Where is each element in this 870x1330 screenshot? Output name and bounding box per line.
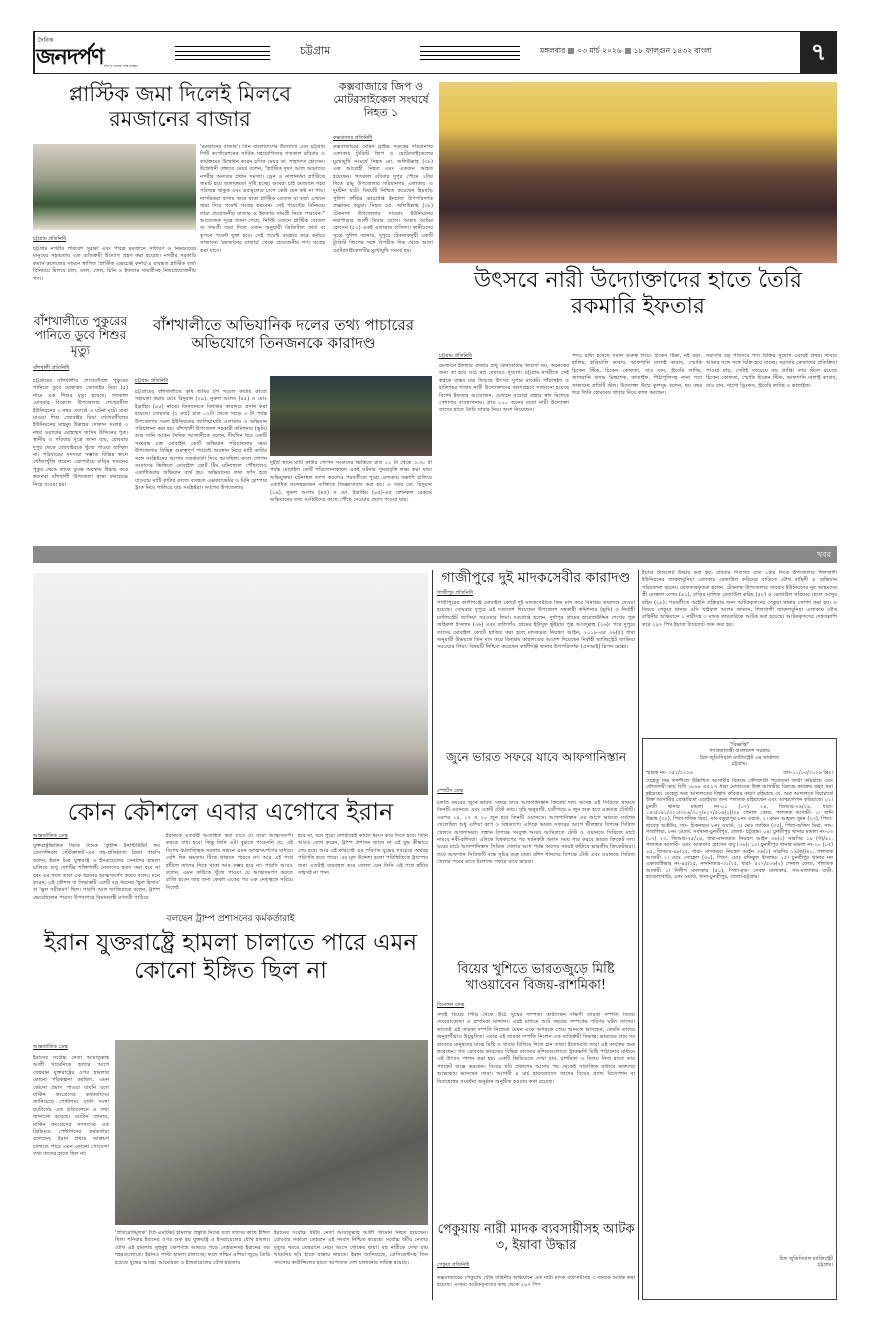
headline-wedding[interactable]: বিয়ের খুশিতে ভারতজুড়ে মিষ্টি খাওয়াবেন বিজয়-রাশমিকা! [457, 962, 615, 993]
section-name: চট্টগ্রাম [300, 44, 331, 57]
headline-coxsbazar[interactable]: কক্সবাজারে জিপ ও মোটরসাইকেল সংঘর্ষে নিহত ১ [333, 80, 429, 120]
article-body: চট্টগ্রামের বাঁশখালীর শেখেরখীলে পুকুরের পানিতে ডুবে মোহাম্মদ জোবাইর মিয়া (৫) নামে এক শিশুর মৃত্যু হয়েছে। গতকাল রোববার বিকেলে উপজেলার শেখেরখীল ইউনিয়নের ৩ নম্বর ওয়ার্ডে এ ঘটনা ঘটে। মারা যাওয়া শিশু জোবাইর মিয়া শেখেরখীলের ইউনিয়নের মাহমুদ উল্লাহর দোকান সংলগ্ন ৩ নম্বর ওয়ার্ডের মোহাম্মদ জসিম উদ্দিনের পুত্র। স্থানীয় ও পরিবার সূত্রে জানা যায়, রোববার দুপুর থেকে জোবাইরকে খুঁজে পাওয়া যাচ্ছিল না। পরিবারের সদস্যরা সম্ভাব্য বিভিন্ন স্থানে খোঁজাখুঁজি করেন। একপর্যায়ে বাড়ির সামনের পুকুর থেকে তাকে ডুবন্ত অবস্থায় উদ্ধার করে স্বজনরা বাঁশখালী উপজেলা স্বাস্থ্য কমপ্লেক্সে নিয়ে যাওয়া হয়। [33, 378, 128, 488]
byline: কক্সবাজার প্রতিনিধি [333, 135, 373, 141]
headline-gazipur[interactable]: গাজীপুরে দুই মাদকসেবীর কারাদণ্ড [441, 570, 631, 586]
notice-line: চট্টগ্রাম। [731, 761, 748, 768]
article-body: গাজীপুরের কালীগঞ্জে মোবাইল কোর্টে দুই মাদকসেবীকে তিন মাস করে বিনাশ্রম কারাদণ্ড দেওয়া হয়েছে। সোমবার দুপুরে এই দণ্ডাদেশ দিয়েছেন উপজেলা সহকারী কমিশনার (ভূমি) ও নির্বাহী ম্যাজিস্ট্রেট জাকিয়া সরওয়ার লিমা। দণ্ডপ্রাপ্ত হলেন, দুর্গাপুর গ্রামের হারেজউদ্দিন শেখের পুত্র জহিরুল ইসলাম (৩৬) এবং বালিগাঁও গ্রামের ইউসুফ ভূঁইয়ার পুত্র আবদুল্লাহ (২৬)। পরে দুপুরে তাদের মোবাইল কোর্টে হাজির করা হলে মাদকদ্রব্য নিয়ন্ত্রণ আইন, ২০১৮-এর ৩৬(৫) ধারা অনুযায়ী উভয়কে তিন মাস করে বিনাশ্রম কারাদণ্ডের আদেশ দিয়েছেন নির্বাহী ম্যাজিস্ট্রেট জাকিয়া সরওয়ার লিমা। বিষয়টি নিশ্চিত করেছেন কালীগঞ্জ থানার উপপরিদর্শক (এসআই) রিপন মোল্লা। [437, 600, 635, 651]
photo-tehran-smoke [33, 573, 428, 795]
article-body: চলতি বছরের জুনে ভারত সফরে যাবে আফগানিস্তান ক্রিকেট দল। আসন্ন এই সিরিজে থাকছে তিনটি ওয়ানডে এবং একটি টেস্ট ম্যাচ। সূচি অনুযায়ী, চণ্ডীগড়ে ৬ জুন শুরু হবে একমাত্র টেস্টটি। এরপর ১৪, ১৭ ও ২০ জুন হবে তিনটি ওয়ানডে। আফগানিস্তান এর আগে ভারতে সর্বশেষ খেলেছিল শুধু এশিয়া কাপ ও বিশ্বকাপে। এদিকে ভারত সফরের আগে শ্রীলঙ্কার বিপক্ষে সিরিজ খেলবে আফগানরা। লঙ্কান বিপক্ষে সংযুক্ত আরব আমিরাতে টেস্ট ও ওয়ানডে সিরিজে মাঠে নামবে নবী-রশিদরা। এদিকে বিশ্বকাপের পর খানিকটা অলস সময় পার করবে ভারত ক্রিকেট দল। ঘরের মাঠে আফগানিস্তান সিরিজ খেলার আগ পর্যন্ত অবসর সময়ই কাটাবে ভারতীয় ক্রিকেটাররা। তবে আফগান সিরিজটি ব্যস্ত সূচির শুরু মাত্র। রশিদ খানদের বিপক্ষে টেস্ট এবং ওয়ানডে সিরিজ খেলার পরের মাসে ইংল্যান্ড সফরে যাবে ভারত। [437, 800, 635, 866]
byline: স্পোর্টস ডেস্ক [437, 788, 464, 794]
article-body-continued: ইয়াবা ট্যাবলেট উদ্ধার করা হয়। রবিবার দিবাগত রাত ১টার দিকে উপজেলার শিলখালী ইউনিয়নের জারুলবুনিয়া এলাকার রেজাউল করিমের বাড়িতে যৌথ বাহিনী এ অভিযান পরিচালনা করেন। গ্রেফতারকৃতরা হলেন, টেকনাফ উপজেলার সাবরাং ইউনিয়নের নুর আহমদের স্ত্রী মোস্তফা বেগম (৪১), বাড়ির মালিক রেজাউল করিম (৫৮) ও রেজাউল করিমের ছেলে আব্দুর রহিম (২৮)। পরবর্তীতে আইনি প্রক্রিয়ার জন্য আটককৃতদের পেকুয়া থানায় সোপর্দ করা হয়। এ বিষয়ে পেকুয়া থানার ওসি খাইরুল আলম জানান, শিলখালী জারুলবুনিয়া এলাকায় যৌথ বাহিনীর অভিযানে ১ নারীসহ ৩ মাদক কারবারিকে আটক করা হয়েছে। আটককৃতদের দেহতল্লাশি করে ২৯৭ পিস ইয়াবা ট্যাবলেট জব্দ করা হয়। [642, 570, 837, 628]
logo-small-text: দৈনিক [38, 37, 54, 44]
headline-iran-us[interactable]: ইরান যুক্তরাষ্ট্রে হামলা চালাতে পারে এমন কোনো ইঙ্গিত ছিল না [43, 930, 418, 984]
headline-plastic[interactable]: প্লাস্টিক জমা দিলেই মিলবে রমজানের বাজার [68, 82, 292, 132]
decorative-rules-left [175, 46, 270, 60]
headline-drowning[interactable]: বাঁশখালীতে পুকুরের পানিতে ডুবে শিশুর মৃত্যু [33, 314, 128, 357]
article-body: 'রমজানের বাজার'। গ্রিন বাংলাদেশের উদ্যোগে এবং চট্টগ্রাম সিটি কর্পোরেশনের সার্বিক সহযোগিতায় গতকাল রবিবার এ কার্যক্রমের উদ্বোধন করেন চসিক মেয়র ডা. শাহাদাত হোসেন। উদ্বোধনী বক্তব্যে মেয়র বলেন, "প্লাস্টিক দূষণ আজ আমাদের নগরীর অন্যতম প্রধান সমস্যা। ড্রেন ও নালানর্দমা প্লাস্টিকে জমাট হয়ে জলাবদ্ধতা সৃষ্টি হচ্ছে। আমরা চাই রমজানে শহর পরিচ্ছন্ন থাকুক এবং দ্রব্যমূল্যের চাপে কেউ যেন কষ্ট না পায়। নাগরিকরা বাসায় জমে থাকা প্লাস্টিক বোতল বা বর্জ্য এখানে জমা দিয়ে পয়েন্ট সংগ্রহ করবেন। সেই পয়েন্টের বিনিময়ে তারা প্রয়োজনীয় বাজার ও ইফতার সামগ্রী নিতে পারবেন।" আয়োজক সূত্রে জানা গেছে, নির্দিষ্ট ওজনে প্লাস্টিক বোতল বা সামগ্রী জমা দিলে ওজন অনুযায়ী ডিজিটাল কার্ড বা কুপনে পয়েন্ট যুক্ত হবে। সেই পয়েন্ট ব্যবহার করে কর্নারে সাজানো 'রমজানের বাজার' থেকে প্রয়োজনীয় পণ্য সংগ্রহ করা যাবে। [200, 144, 325, 254]
court-notice [642, 738, 837, 1300]
article-body: চট্টগ্রামের বাঁশখালীতে কৃষি জমির টপ সয়েল কাটার কাজে সহায়তা করায় মোঃ রিদুয়ান (২৯), নুরুল আলম (৪৫) ও মোঃ ইব্রাহিম (৪৫) নামের তিনজনকে বিনাশ্রম কারাদণ্ড প্রদান করা হয়েছে। সোমবার (২ মার্চ) রাত ১২টা থেকে সাড়ে ৩ টা পর্যন্ত উপজেলার সরল ইউনিয়নের জালিয়াঘাটা এলাকায় এ অভিযান পরিচালনা করা হয়। বাঁশখালী উপজেলা সহকারী কমিশনার (ভূমি) শুভ্র সানি আকন দৈনিক আজাদীকে বলেন, দীর্ঘদিন ধরে একটি সংঘবদ্ধ চক্র মোবাইল কোর্ট অভিযান পরিচালনার সময় উপজেলার বিভিন্ন গুরুত্বপূর্ণ পয়েন্টে অবস্থান নিয়ে মাটি কাটার সঙ্গে সংশ্লিষ্টদের আগাম সতর্কবার্তা দিয়ে আসছিল। ফলে গোপন সংবাদের ভিত্তিতে মোবাইল কোর্ট টিম ঘটনাস্থলে পৌঁছালেও একাধিকবার অভিযান ব্যর্থ হয়। অভিযানের তথ্য ফাঁস হয়ে যাওয়ায় মাটি কাটার কাজে ব্যবহৃত এক্সক্যাভেটর ও মিনি ড্রাম্পার ট্রাক নিয়ে পালিয়ে যায় সংশ্লিষ্টরা। সর্বশেষ উপজেলার [135, 389, 267, 492]
notice-signature: চিফ জুডিসিয়াল ম্যাজিস্ট্রেট [779, 1256, 833, 1263]
notice-date: তাং-০১/০৩/২০২৬ খ্রিঃ। [783, 769, 833, 776]
date-gregorian: ০৩ মার্চ ২০২৬ [577, 46, 622, 55]
notice-line: গণপ্রজাতন্ত্রী বাংলাদেশ সরকার [709, 748, 770, 755]
notice-title: "বিজ্ঞপ্তি" [729, 742, 750, 748]
byline: আন্তর্জাতিক ডেস্ক [33, 833, 68, 839]
article-body: কক্সবাজারের পেকুয়ায় যৌথ বাহিনীর অভিযানে এক নারী মাদক ব্যবসায়ীসহ ৩ জনকে আটক করা হয়েছে। এসময় আটককৃতদের কাছ থেকে ২৯৭ পিস [437, 1275, 635, 1289]
article-body: যুক্তরাষ্ট্রভিত্তিক থিংক ট্যাংক 'কুইন্সি ইনস্টিটিউট ফর রেসপন্সিবল স্টেটক্রাফট'-এর সহ-প্রতিষ্ঠাতা ত্রিতা পারসি বলেন, ইরান মিত্র যুক্তরাষ্ট্র ও ইসরায়েলের সেনাদের হামলা চালিয়ে শুধু দেশটির শক্তিশালী নেতাদের হত্যা করা হবে না বরং এর ফলে তারা এক ধরনের আত্মসমর্পণ করবে বলেও মনে করেন, এই কৌশল বা সিদ্ধান্তটি একটি বড় ধরনের 'ভুল হিসাব' বা 'ভুল সমীকরণ' ছিল। পারসি আল জাজিরাকে বলেন, ট্রাম্প ভেবেছিলেন পারস্য উপসাগরে বিমানবাহী রণতরী পাঠিয়ে [33, 843, 160, 901]
article-body: ইরানের সর্বোচ্চ ধর্মীয় নেতা আয়াতুল্লাহ আলী খামেনি নিহত হয়েছেন। রোববার সকালে তেহরান এই সংবাদ নিশ্চিত করেছে। সর্বোচ্চ ধর্মীয় নেতার মৃত্যুর খবরে তেহরানে নেমে আসে শোকের ছায়া। বহু নারীকে দেখা যায় খামেনির ছবি হাতে রাস্তায় নামতে। ইরান জানিয়েছে, প্রেসিডেন্টসহ তিন সদস্যের কাউন্সিলের হাতে আপাতত দেশ চালানোর দায়িত্ব রয়েছে। [274, 1230, 428, 1266]
page-number: ৭ [800, 31, 837, 74]
kicker-iran-us: বলছেন ট্রাম্প প্রশাসনের কর্মকর্তারাই [166, 914, 295, 924]
photo-pentagon [115, 1040, 428, 1225]
square-separator-icon [625, 48, 631, 54]
article-body: সদ্যই বিয়ের পিঁড়ি থেকে উঠে সুখের দাম্পত্য কাটাচ্ছেন দক্ষিণী তারকা দম্পতি বিজয় দেবেরাকোন্ডা ও রাশমিকা মান্দানা। এরই মাধ্যমে আট বছরের সম্পর্কের পরিণয় ঘটল তাদের। কাজেই এই তারকা দম্পতি নিজেরা যেমন একে অপরকে পেয়ে আনন্দে ভাসছেন, তেমনি তাদের অনুরাগীরাও উচ্ছ্বসিত। এবার এই তারকা দম্পতি নিলেন এক ব্যতিক্রমী সিদ্ধান্ত; ভারতের প্রায় সব রাজ্যের মানুষদের মাঝে মিষ্টি ও খাবার বিলিয়ে দিতে চান তারা। ইতোমধ্যে তারা এই কার্যক্রম শুরু করেছেন। গত রোববার ভারতের বিভিন্ন রাজ্যের মন্দিরগুলোতে ট্রাকভর্তি মিষ্টি পাঠানোর মাধ্যমে এই উৎসব পালন করা হয়। একটি ভিডিওতে দেখা যায়, রাশমিকা ও বিজয় নিজ হাতে তার প্যাকেট বাক্সে ভরছেন। বিয়ের ছবি প্রকাশের আসার পর থেকেই সামাজিক মাধ্যমে ভক্তদের শুভেচ্ছায় ভাসছেন তারা। আগামী ৪ মার্চ হায়দরাবাদে তাদের বিয়ের গ্র্যান্ড রিসেপশন বা বিবাহোত্তর সংবর্ধনা অনুষ্ঠান অনুষ্ঠিত হওয়ার কথা রয়েছে। [437, 1012, 635, 1085]
newspaper-logo: জনদর্পণ [36, 45, 104, 70]
date-bangla: ১৮ ফাল্গুন ১৪৩২ বাংলা [633, 46, 712, 55]
byline: চট্টগ্রাম প্রতিনিধি [439, 353, 472, 359]
headline-banshkhali[interactable]: বাঁশখালীতে অভিযানিক দলের তথ্য পাচারের অভিযোগে তিনজনকে কারাদণ্ড [153, 316, 414, 352]
article-body: হবে না, বরং পুরো দেশটাকেই কার্যত ধ্বংস করে দিতে হবে। তিনি আরও যোগ করেন, ট্রাম্প প্রশাসন জানে না এই যুদ্ধ কীভাবে শেষ হবে। আর এই কারণেই এর পরিণাম যুদ্ধের সবচেয়ে অর্থবহ পরিণতি হতে পারে। এর মূল উদ্দেশ্য হলো পরিস্থিতিকে ট্রাম্পের জন্য এতটাই ব্যয়বহুল করে তোলা যেন তিনি এই পথে হাঁটার সাহসই না পান। [298, 833, 428, 877]
dateline [540, 46, 712, 58]
byline: আন্তর্জাতিক ডেস্ক [33, 1044, 68, 1050]
byline: বাঁশখালী প্রতিনিধি [33, 365, 70, 371]
notice-line: চিফ জুডিসিয়াল ম্যাজিস্ট্রেট এর কার্যালয় [699, 754, 780, 761]
byline: গাজীপুর প্রতিনিধি [437, 590, 473, 596]
byline: চট্টগ্রাম প্রতিনিধি [33, 236, 66, 242]
photo-plastic-exchange [33, 144, 196, 230]
square-separator-icon [568, 48, 574, 54]
headline-iran-strategy[interactable]: কোন কৌশলে এবার এগোবে ইরান [67, 798, 394, 826]
article-body: পদও রাখা হয়েছে সমান গুরুত্ব দিয়ে। চিকেন টিক্কা, নই বড়া, হালিম, হারিয়ালি কাবাব, আফগানি মালাই কাবাব, স্মোকি চিকেন স্টিক, চিকেন কোফতা, বাও বান, স্ট্রবেরি লাচ্ছি, জাফরানি বাদাম মিল্কশেক, কাতাইফ, পিঠাপুলিসহ নানা পদে সাজানো প্রতিটি স্টল। উদ্যোক্তা উম্মে কুলসুম বলেন, ছয় বছর ধরে তিনি হোমমেড খাবার নিয়ে কাজ করছেন। [572, 353, 702, 397]
logo-tagline: সত্য ও ন্যায়ের পক্ষে সোচ্চার [104, 64, 138, 68]
byline: বিনোদন ডেস্ক [437, 1002, 465, 1008]
section-bar: খবর [33, 546, 837, 563]
article-body: সরাসরি বড় পরিসরে পণ্য বিক্রির সুযোগ এবারই প্রথম। খাবার আনার সঙ্গে সঙ্গে বিক্রি হয়ে যাচ্ছে। সরাসরি ক্রেতাদের প্রতিক্রিয়া পাওয়া যায়, সেটাই সবচেয়ে বড় প্রাপ্তি। তার স্টলে রয়েছে চিকেন কোফতা, স্মোকি চিকেন স্টিক, আফগানি মালাই কাবাব, বাও বান, সাগো ড্রিংকস, স্ট্রবেরি লাচ্ছি ও কাতাইফ। [706, 353, 837, 389]
column-divider [432, 570, 433, 1300]
notice-ref: স্মারক নং- ৩৫২/২০২৬ [646, 769, 693, 776]
article-body: রমজানে ইফতার বাজার শুধু কেনাকাটার জায়গা নয়, অনেকের জন্য তা হয়ে ওঠে স্বপ্ন দেখারও সুযোগ। চট্টগ্রাম নগরীতে সেই স্বপ্নকে বাস্তব মঞ্চ দিয়েছে উৎসব সুপার মার্কেট। পাঁচলাইশ ও হালিশহর শাখায় নারী উদ্যোক্তাদের অংশগ্রহণে সাজানো হয়েছে বিশেষ ইফতার আয়োজন, যেখানে ঘরোয়া রান্নার স্বাদ মিশেছে পেশাদার ব্যবস্থাপনায়। প্রায় ২০০ জনের মতো নারী উদ্যোক্তা তাদের হাতে তৈরি খাবার নিয়ে অংশ নিয়েছেন। [439, 363, 569, 414]
byline: চট্টগ্রাম প্রতিনিধি [135, 378, 168, 384]
article-body: দুইটি স্থানে মাটি কাটার গোপন সংবাদের ভিত্তিতে রাত ১২ টা থেকে ৩.৩০ টা পর্যন্ত মোবাইল কোর্ট পরিচালনাকালে একই ঘটনার পুনরাবৃত্তি লক্ষ্য করা যায়। অভিযুক্তরা ঘটনাস্থল ত্যাগ করলেও পরবর্তীতে পুরো এলাকায় তল্লাশি চালিয়ে একাধিক সন্দেহভাজন ব্যক্তিকে জিজ্ঞাসাবাদ করা হয়। এ সময় মো. রিদুয়ান (২৯), নুরুল আলম (৪৫) ও মো. ইব্রাহিম (৪৫)-এর ফোনকল রেকর্ডে অভিযানের তথ্য সংশ্লিষ্টদের কাছে পৌঁছে দেওয়ার প্রমাণ পাওয়া যায়। [270, 460, 432, 504]
notice-signature-place: চট্টগ্রাম। [817, 1262, 833, 1269]
headline-afghanistan[interactable]: জুনে ভারত সফরে যাবে আফগানিস্তান [446, 750, 626, 764]
article-body: কক্সবাজারের মেরিন ড্রাইভ সড়কের দরিয়ানগর এলাকায় ট্যুরিস্ট জিপ ও মোটরসাইকেলের মুখোমুখি সংঘর্ষে নিহত মো. অলিউল্লাহ (৩৮) এক আরোহী নিহত এবং একজন আহত হয়েছেন। গতকাল রবিবার দুপুর পৌনে ২টার দিকে রামু উপজেলার দরিয়ানগর এলাকায় এ দুর্ঘটনা ঘটে। বিষয়টি নিশ্চিত করেছেন হিমছড়ি পুলিশ ফাঁড়ির ভারপ্রাপ্ত ইনচার্জ উপপরিদর্শক প্রজ্ঞাকর বড়ুয়া। নিহত মো. অলিউল্লাহ (৩৮) টেকনাফ উপজেলার সাবরাং ইউনিয়নের নয়াপাড়ার আলী মিয়ার ছেলে। আহত আমির হোসেন (৫০) একই এলাকার বাসিন্দা। স্থানীয়দের সূত্রে পুলিশ জানায়, দুপুরে টেকনাফমুখী একটি ট্যুরিস্ট জিপের সঙ্গে বিপরীত দিক থেকে আসা মোটরসাইকেলটির মুখোমুখি সংঘর্ষ হয়। [333, 144, 433, 254]
photo-mobile-court [270, 376, 432, 456]
photo-iftar-market [439, 82, 837, 263]
column-divider [638, 570, 639, 1300]
notice-ref-row [646, 770, 833, 776]
notice-body: যেহেতু নিম্ন তফশীলে উল্লিখিত আসামীর বিরুদ্ধে ফৌজদারী পরোয়ানা জারী করিয়াছে এবং ফৌজদারী কার্য বিধি ১৮৯৮ এর ৮৭ ধারা মোতাবেক উক্ত আসামীর বিরুদ্ধে কার্যক্রম গ্রহণ করা হইয়াছে। যেহেতু অত্র আদালতের বিশ্বাস করিবার কারণ রহিয়াছে যে, অত্র আদালতে বিচারার্থে উক্ত আসামীর গ্রেপ্তারিতা এড়াইবার জন্য পলাতক রহিয়াছেন এবং আত্মগোপন করিয়াছে। ০১। চুনতী থানার মামলা নং-০১ (০৭) ২৪, জিআর-৭৬/২৪, ধারা- ১৪৩/৩৪১/৩২৩/৩২৬/৩০৭/৪২৭/৫০৬(২)/৩৪ পেনাল কোড, পলাতক আসামী- ১। জনি উল্লাহ (৩২), পিতা-শফিক মিয়া, সাং-বড়ুয়াপুর ৮নং ওয়ার্ড, ২। রুমন আহমদ সুমন (২৩), পিতা-ছাবেক আইউব, সাং- চিকনছড়া ৮নং ওয়ার্ড, ৩। মোঃ জাকির (৩৫), পিতা-অজিদ মিয়া, সাং-গজালিয়া, ৮নং ওয়ার্ড, সর্বথানা-চুনতীপুর, জেলা- চট্টগ্রাম। ০৪। চুনতীপুর থানার মামলা নং-০৩ (০৭) ২৩, জিআর-৭৫/২৪, ধারা-মাদকদ্রব্য নিয়ন্ত্রণ আইন ৩৬(১) সারণির ১৯ (গ)/৪১, পলাতক আসামী- মোঃ আফতাব হোসেন বাবু (৩৬)। ১৩। চুনতীপুর থানার মামলা নং-১০ (০৫) ২৫, জিআর-৪৮/২৫, ধারা- মাদকদ্রব্য নিয়ন্ত্রণ আইন ৩৬(১) সারণির ১৯(ক)/৪১, পলাতক আসামী ১। মোঃ সোহেল (৩০), পিতা- মোঃ রফিকুল ইসলাম। ১৫। চুনতীপুর থানার নন একজাক্টিভার নং-৪৫/২৫, নন্দনিজার-৩১/২৫, ধারা- ৪২৭/৫০৬(২) পেনাল কোড, পলাতক আসামী ১। দিলীপ মালাকার (৫০), পিতা-মৃত- সেবস্থ মালাকার, সাং-মালাকার বাড়ী, হাজেলাবাড়ি, ৫নং ওয়ার্ড, থানা-চুনতীপুর, জেলা-চট্টগ্রাম। [646, 778, 833, 881]
headline-pekua[interactable]: পেকুয়ায় নারী মাদক ব্যবসায়ীসহ আটক ৩, ইয়াবা উদ্ধার [437, 1222, 635, 1253]
day: মঙ্গলবার [540, 46, 566, 55]
byline: পেকুয়া প্রতিনিধি [437, 1262, 470, 1268]
article-body: 'প্রতিরোধমূলক' (প্রি-এমটিভ) হামলার প্রস্তুতি নিচ্ছে বলে তাদের কাছে ইঙ্গিত ছিল। শনিবার ইরানের ওপর শুরু হয় যুক্তরাষ্ট্র ও ইসরায়েলের যৌথ হামলা। যৌথ এই হামলায় মুহুর্মুহু ক্ষেপণাস্ত্র আছড়ে পড়ে তেহরানসহ ইরানের বড় শহরগুলোতে। ইরানও পাল্টা হামলা চালাচ্ছে; ফলে পশ্চিম এশিয়া জুড়ে তৈরি হয়েছে যুদ্ধের আবহ। আমেরিকা ও ইজরায়েলের যৌথ হামলায় [115, 1230, 270, 1266]
article-body: ইরানকে এতটাই আতঙ্কিত করা যাবে যে তারা আত্মসমর্পণ করতে বাধ্য হবে। কিন্তু তিনি এটা বুঝতে পারেননি যে, এই বিশেষ ধর্মতাত্ত্বিক সরকার সামনে এমন আত্মসমর্পণের মাধ্যমে বেশি দিন ক্ষমতায় টিকে থাকতে পারবে না। আর এই পথে হাঁটলে তাদের দিকে থাকা আর সম্ভব হবে না। পারসি আরও বলেন, এমন কাউকে খুঁজে পাওয়া যে আত্মসমর্পণ করতে রাজি হবেন তার জন্য কেবল একের পর এক নেতৃত্বকে সরিয়ে দিলেই [166, 833, 293, 891]
article-body: ইরানের সর্বোচ্চ নেতা আয়াতুল্লাহ আলী খামেনিকে হত্যার আগে তেহরান যুক্তরাষ্ট্রের ওপর হামলার কোনো পরিকল্পনা করছিল, এমন কোনো প্রমাণ পাওয়া যায়নি বলে মার্কিন কংগ্রেসের কর্মকর্তাদের জানিয়েছে পেন্টাগন। বার্তা সংস্থা রয়টার্সের এক প্রতিবেদনে এ তথ্য জানানো হয়েছে। রয়টার্স জানায়, মার্কিন কংগ্রেসের সদস্যদের এক ব্রিফিংয়ে পেন্টাগনের কর্মকর্তারা বলেছেন, ইরান প্রথমে আক্রমণ চালাতে পারে এমন কোনো গোয়েন্দা তথ্য তাদের হাতে ছিল না। [33, 1055, 109, 1158]
article-body: চট্টগ্রাম নগরীর পরিবেশ সুরক্ষা এবং পবিত্র রমজানে সাধারণ ও নিম্নআয়ের মানুষের সহায়তায় এক ব্যতিক্রমী উদ্যোগ গ্রহণ করা হয়েছে। নগরীর সরকারি কমার্স কলেজের সামনে স্থাপিত 'প্লাস্টিক এক্সচেঞ্জ কর্নার'এ ব্যবহৃত প্লাস্টিক বর্জ্য বিনিময়ে মিলবে চাল, ডাল, তেল, চিনি ও ইফতার সামগ্রীসহ নিত্যপ্রয়োজনীয় পণ্য। [33, 246, 196, 282]
headline-iftar[interactable]: উৎসবে নারী উদ্যোক্তাদের হাতে তৈরি রকমারি ইফতার [473, 268, 803, 320]
decorative-rules-right [420, 46, 520, 60]
